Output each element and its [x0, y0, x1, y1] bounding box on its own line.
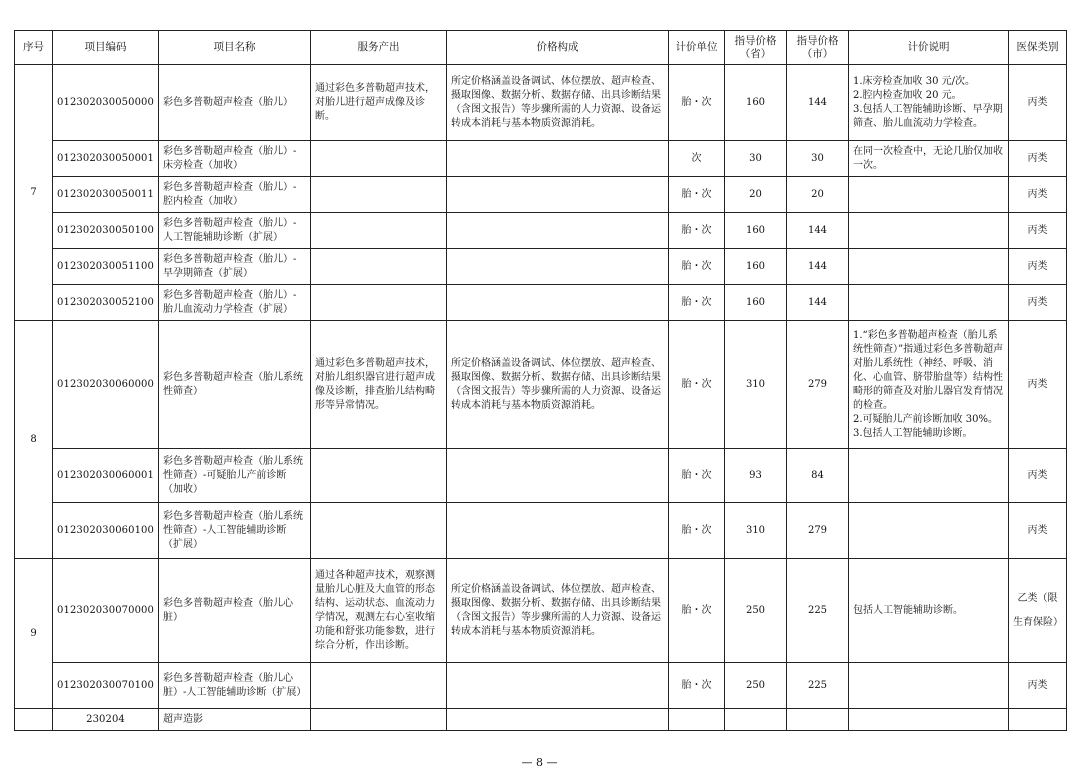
item-code: 012302030052100 [53, 285, 159, 321]
header-insurance: 医保类别 [1009, 31, 1067, 65]
price-prov: 20 [725, 177, 787, 213]
table-row [15, 663, 1067, 709]
item-name: 彩色多普勒超声检查（胎儿系统性筛查）-人工智能辅助诊断（扩展） [159, 503, 311, 559]
service-output [311, 249, 447, 285]
pricing-note [849, 249, 1009, 285]
price-prov: 250 [725, 559, 787, 663]
insurance-class: 丙类 [1009, 213, 1067, 249]
pricing-note: 包括人工智能辅助诊断。 [849, 559, 1009, 663]
price-prov: 310 [725, 503, 787, 559]
price-composition [447, 449, 669, 503]
item-code: 012302030060000 [53, 321, 159, 449]
item-name: 彩色多普勒超声检查（胎儿） [159, 65, 311, 141]
item-name: 彩色多普勒超声检查（胎儿心脏）-人工智能辅助诊断（扩展） [159, 663, 311, 709]
insurance-class: 丙类 [1009, 663, 1067, 709]
pricing-note [849, 449, 1009, 503]
price-prov: 160 [725, 285, 787, 321]
service-output [311, 177, 447, 213]
unit: 胎・次 [669, 65, 725, 141]
group-no: 8 [15, 321, 53, 559]
insurance-class: 丙类 [1009, 141, 1067, 177]
header-note: 计价说明 [849, 31, 1009, 65]
price-table [14, 30, 1067, 731]
item-name: 彩色多普勒超声检查（胎儿）-床旁检查（加收） [159, 141, 311, 177]
price-composition [447, 177, 669, 213]
price-city: 20 [787, 177, 849, 213]
service-output [311, 213, 447, 249]
price-composition: 所定价格涵盖设备调试、体位摆放、超声检查、摄取图像、数据分析、数据存储、出具诊断结果（含图文报告）等步骤所需的人力资源、设备运转成本消耗与基本物质资源消耗。 [447, 559, 669, 663]
price-city: 144 [787, 285, 849, 321]
insurance-class: 丙类 [1009, 177, 1067, 213]
pricing-note [849, 177, 1009, 213]
price-composition [447, 213, 669, 249]
unit: 胎・次 [669, 503, 725, 559]
pricing-note [849, 663, 1009, 709]
price-city: 225 [787, 559, 849, 663]
table-row [15, 321, 1067, 449]
table-row [15, 503, 1067, 559]
insurance-class: 丙类 [1009, 249, 1067, 285]
item-name: 彩色多普勒超声检查（胎儿）-人工智能辅助诊断（扩展） [159, 213, 311, 249]
insurance-class: 乙类（限生育保险） [1009, 559, 1067, 663]
insurance-class: 丙类 [1009, 65, 1067, 141]
unit: 胎・次 [669, 321, 725, 449]
insurance-class: 丙类 [1009, 321, 1067, 449]
section-code: 230204 [53, 709, 159, 731]
item-code: 012302030050000 [53, 65, 159, 141]
price-prov: 30 [725, 141, 787, 177]
group-no: 9 [15, 559, 53, 709]
item-code: 012302030050001 [53, 141, 159, 177]
price-city: 144 [787, 65, 849, 141]
item-name: 彩色多普勒超声检查（胎儿）-胎儿血流动力学检查（扩展） [159, 285, 311, 321]
unit: 胎・次 [669, 559, 725, 663]
price-prov: 160 [725, 65, 787, 141]
service-output: 通过彩色多普勒超声技术，对胎儿进行超声成像及诊断。 [311, 65, 447, 141]
group-no: 7 [15, 65, 53, 321]
price-prov: 160 [725, 213, 787, 249]
table-row [15, 141, 1067, 177]
pricing-note [849, 285, 1009, 321]
price-composition [447, 503, 669, 559]
item-code: 012302030070100 [53, 663, 159, 709]
price-prov: 310 [725, 321, 787, 449]
price-city: 144 [787, 213, 849, 249]
section-row [15, 709, 1067, 731]
service-output [311, 449, 447, 503]
price-city: 30 [787, 141, 849, 177]
table-row [15, 285, 1067, 321]
price-composition [447, 285, 669, 321]
page-number: — 8 — [521, 756, 558, 769]
item-name: 彩色多普勒超声检查（胎儿系统性筛查）-可疑胎儿产前诊断（加收） [159, 449, 311, 503]
header-price-prov: 指导价格 （省） [725, 31, 787, 65]
unit: 胎・次 [669, 285, 725, 321]
item-code: 012302030050100 [53, 213, 159, 249]
price-city: 84 [787, 449, 849, 503]
table-row [15, 249, 1067, 285]
unit: 胎・次 [669, 249, 725, 285]
section-no [15, 709, 53, 731]
pricing-note [849, 503, 1009, 559]
section-name: 超声造影 [159, 709, 311, 731]
table-row [15, 559, 1067, 663]
service-output [311, 503, 447, 559]
unit: 次 [669, 141, 725, 177]
price-city: 144 [787, 249, 849, 285]
item-code: 012302030050011 [53, 177, 159, 213]
price-prov: 160 [725, 249, 787, 285]
price-composition [447, 141, 669, 177]
header-row [15, 31, 1067, 65]
header-code: 项目编码 [53, 31, 159, 65]
unit: 胎・次 [669, 663, 725, 709]
unit: 胎・次 [669, 177, 725, 213]
item-code: 012302030060001 [53, 449, 159, 503]
item-name: 彩色多普勒超声检查（胎儿系统性筛查） [159, 321, 311, 449]
insurance-class: 丙类 [1009, 503, 1067, 559]
service-output [311, 663, 447, 709]
pricing-note [849, 213, 1009, 249]
price-composition: 所定价格涵盖设备调试、体位摆放、超声检查、摄取图像、数据分析、数据存储、出具诊断结果（含图文报告）等步骤所需的人力资源、设备运转成本消耗与基本物质资源消耗。 [447, 321, 669, 449]
item-code: 012302030070000 [53, 559, 159, 663]
price-city: 225 [787, 663, 849, 709]
price-composition [447, 249, 669, 285]
table-row [15, 213, 1067, 249]
price-composition [447, 663, 669, 709]
pricing-note: 1.床旁检查加收 30 元/次。 2.腔内检查加收 20 元。 3.包括人工智能辅助诊断、早孕期筛查、胎儿血流动力学检查。 [849, 65, 1009, 141]
service-output [311, 285, 447, 321]
item-name: 彩色多普勒超声检查（胎儿心脏） [159, 559, 311, 663]
price-composition: 所定价格涵盖设备调试、体位摆放、超声检查、摄取图像、数据分析、数据存储、出具诊断结果（含图文报告）等步骤所需的人力资源、设备运转成本消耗与基本物质资源消耗。 [447, 65, 669, 141]
header-no: 序号 [15, 31, 53, 65]
unit: 胎・次 [669, 449, 725, 503]
item-name: 彩色多普勒超声检查（胎儿）-早孕期筛查（扩展） [159, 249, 311, 285]
header-price-comp: 价格构成 [447, 31, 669, 65]
table-row [15, 65, 1067, 141]
insurance-class: 丙类 [1009, 449, 1067, 503]
header-name: 项目名称 [159, 31, 311, 65]
table-row [15, 449, 1067, 503]
item-code: 012302030060100 [53, 503, 159, 559]
service-output: 通过彩色多普勒超声技术，对胎儿组织器官进行超声成像及诊断，排查胎儿结构畸形等异常情况。 [311, 321, 447, 449]
item-code: 012302030051100 [53, 249, 159, 285]
header-unit: 计价单位 [669, 31, 725, 65]
price-city: 279 [787, 503, 849, 559]
price-prov: 250 [725, 663, 787, 709]
header-price-city: 指导价格 （市） [787, 31, 849, 65]
price-city: 279 [787, 321, 849, 449]
header-output: 服务产出 [311, 31, 447, 65]
unit: 胎・次 [669, 213, 725, 249]
table-row [15, 177, 1067, 213]
pricing-note: 1.“彩色多普勒超声检查（胎儿系统性筛查）”指通过彩色多普勒超声对胎儿系统性（神经、呼吸、消化、心血管、脐带胎盘等）结构性畸形的筛查及对胎儿器官发育情况的检查。 2.可疑胎儿产前诊断加收 30%。 3.包括人工智能辅助诊断。 [849, 321, 1009, 449]
service-output [311, 141, 447, 177]
item-name: 彩色多普勒超声检查（胎儿）-腔内检查（加收） [159, 177, 311, 213]
service-output: 通过各种超声技术，观察测量胎儿心脏及大血管的形态结构、运动状态、血流动力学情况，观测左右心室收缩功能和舒张功能参数，进行综合分析，作出诊断。 [311, 559, 447, 663]
insurance-class: 丙类 [1009, 285, 1067, 321]
price-prov: 93 [725, 449, 787, 503]
pricing-note: 在同一次检查中，无论几胎仅加收一次。 [849, 141, 1009, 177]
